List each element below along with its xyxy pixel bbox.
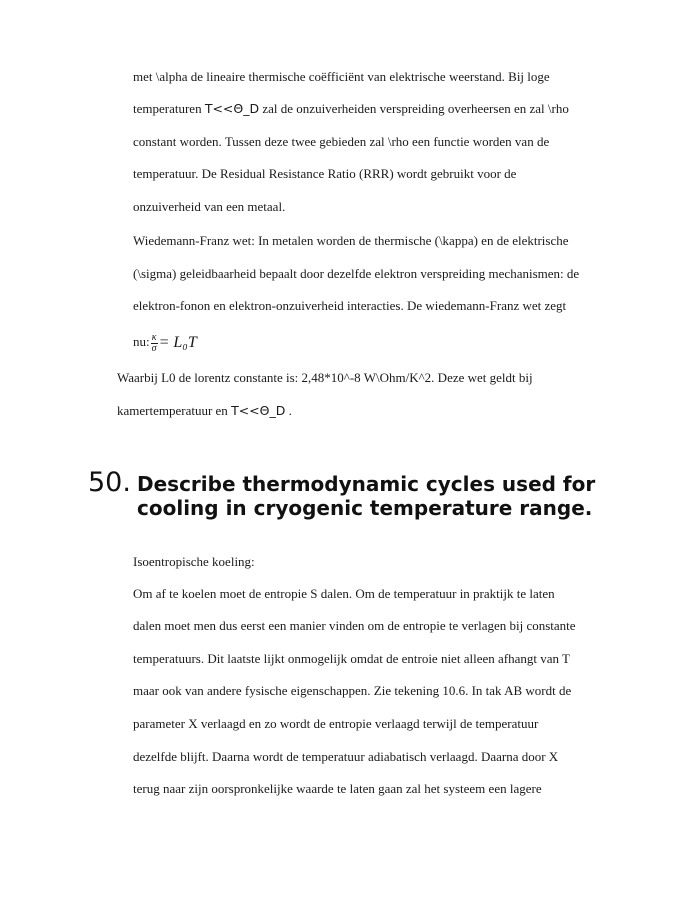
text-line [117,403,292,419]
text-line: dalen moet men dus eerst een manier vinden om de entropie te verlagen bij constante [133,618,576,633]
heading-line: cooling in cryogenic temperature range. [137,496,593,520]
text-line: maar ook van andere fysische eigenschappen. Zie tekening 10.6. In tak AB wordt de [133,683,572,698]
text-line: (\sigma) geleidbaarheid bepaalt door dezelfde elektron verspreiding mechanismen: de [133,266,580,281]
inline-symbol: T<<Θ_D [204,101,260,116]
text-line: dezelfde blijft. Daarna wordt de temperatuur adiabatisch verlaagd. Daarna door X [133,749,559,764]
text-fragment: zal de onzuiverheiden verspreiding overheersen en zal \rho [259,101,569,116]
section-subtitle: Isoentropische koeling: [133,554,255,569]
text-line: temperatuur. De Residual Resistance Ratio (RRR) wordt gebruikt voor de [133,166,517,181]
text-fragment: . [285,403,292,418]
formula-rhs: = L₀T [158,334,197,352]
text-line: temperatuurs. Dit laatste lijkt onmogelijk omdat de entroie niet alleen afhangt van T [133,651,570,666]
text-line: onzuiverheid van een metaal. [133,199,286,214]
text-line: elektron-fonon en elektron-onzuiverheid interacties. De wiedemann-Franz wet zegt [133,298,567,313]
text-line: Om af te koelen moet de entropie S dalen. Om de temperatuur in praktijk te laten [133,586,555,601]
text-line: parameter X verlaagd en zo wordt de entropie verlaagd terwijl de temperatuur [133,716,539,731]
question-heading [137,472,595,520]
inline-symbol: T<<Θ_D [231,403,286,418]
question-number: 50. [88,467,131,498]
text-line: met \alpha de lineaire thermische coëfficiënt van elektrische weerstand. Bij loge [133,69,550,84]
text-line: terug naar zijn oorspronkelijke waarde te laten gaan zal het systeem een lagere [133,781,542,796]
text-fragment: kamertemperatuur en [117,403,232,418]
formula-line [133,329,197,356]
text-line: Waarbij L0 de lorentz constante is: 2,48*10^-8 W\Ohm/K^2. Deze wet geldt bij [117,370,533,385]
fraction-numerator: κ [151,331,157,343]
text-fragment: temperaturen [133,101,205,116]
fraction-denominator: σ [151,342,157,354]
text-line [133,101,569,117]
text-line: constant worden. Tussen deze twee gebieden zal \rho een functie worden van de [133,134,550,149]
text-fragment: nu: [133,334,150,349]
formula-fraction [151,333,158,354]
text-line: Wiedemann-Franz wet: In metalen worden de thermische (\kappa) en de elektrische [133,233,569,248]
heading-line: Describe thermodynamic cycles used for [137,472,596,496]
